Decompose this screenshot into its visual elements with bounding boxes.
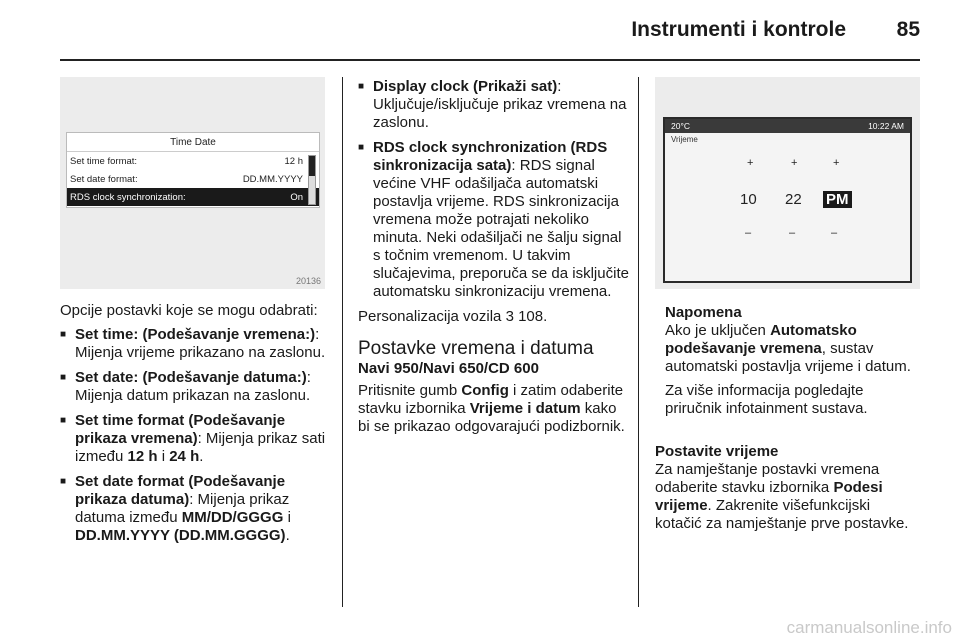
- minute-value: 22: [785, 191, 802, 208]
- column-2-text: [358, 78, 630, 442]
- list-item: ■ Display clock (Prikaži sat): Uključuje/isključuje prikaz vremena na zaslonu.: [358, 78, 630, 132]
- clock-screen: [663, 117, 912, 283]
- list-item: ■ Set date: (Podešavanje datuma:): Mijenja datum prikazan na zaslonu.: [60, 369, 335, 405]
- row-label: Set date format:: [70, 174, 138, 185]
- ampm-plus-icon: +: [833, 157, 840, 169]
- minute-minus-icon: –: [789, 227, 796, 239]
- options-list: [60, 326, 335, 545]
- minute-plus-icon: +: [791, 157, 798, 169]
- row-label: Set time format:: [70, 156, 138, 167]
- hour-plus-icon: +: [747, 157, 754, 169]
- status-bar: [665, 119, 910, 133]
- set-time-title: Postavite vrijeme: [655, 443, 779, 460]
- list-item: ■ RDS clock synchronization (RDS sinkronizacija sata): RDS signal većine VHF odašiljača automatski postavlja vrijeme. RDS sinkronizacija vremena može potrajati nekoliko minuta. Neki odašiljači ne šalju signal s točnim vremenom. U takvim slučajevima, preporuča se da isključite automatsku sinkronizaciju vremena.: [358, 139, 630, 301]
- time-date-screen: [66, 132, 320, 208]
- screen-row-date-format: [67, 170, 319, 188]
- list-item: ■ Set date format (Podešavanje prikaza datuma): Mijenja prikaz datuma između MM/DD/GGGG i DD.MM.YYYY (DD.MM.GGGG).: [60, 473, 335, 545]
- temperature: 20°C: [671, 121, 690, 131]
- intro-text: Opcije postavki koje se mogu odabrati:: [60, 302, 318, 319]
- figure-time-date-screen: [60, 77, 325, 289]
- figure-code: 20136: [295, 276, 321, 286]
- set-time-section: [655, 443, 920, 539]
- screen-title: Time Date: [67, 133, 319, 152]
- screen-row-rds-sync: [67, 188, 319, 206]
- options-list-continued: [358, 78, 630, 301]
- ampm-minus-icon: –: [831, 227, 838, 239]
- watermark: carmanualsonline.info: [786, 618, 952, 637]
- list-item: ■ Set time format (Podešavanje prikaza vremena): Mijenja prikaz sati između 12 h i 24 h.: [60, 412, 335, 466]
- figure-clock-screen: [655, 77, 920, 289]
- header-rule: [60, 59, 920, 61]
- section-title: Postavke vremena i datuma: [358, 338, 594, 359]
- scrollbar: [308, 155, 316, 205]
- column-divider-1: [342, 77, 343, 607]
- list-item: ■ Set time: (Podešavanje vremena:): Mijenja vrijeme prikazano na zaslonu.: [60, 326, 335, 362]
- row-value: 12 h: [284, 156, 303, 167]
- screen-row-time-format: [67, 152, 319, 170]
- column-1-text: [60, 302, 335, 552]
- set-time-text: Za namještanje postavki vremena odaberite stavku izbornika Podesi vrijeme. Zakrenite višefunkcijski kotačić za namještanje prve postavke.: [655, 461, 909, 532]
- hour-value: 10: [740, 191, 757, 208]
- note-title: Napomena: [665, 304, 742, 321]
- subsection-title: Navi 950/Navi 650/CD 600: [358, 360, 539, 377]
- row-value: DD.MM.YYYY: [242, 174, 303, 185]
- ampm-value: PM: [823, 191, 852, 208]
- page-header-title: Instrumenti i kontrole: [631, 18, 846, 41]
- note-text: Ako je uključen Automatsko podešavanje vremena, sustav automatski postavlja vrijeme i datum.: [665, 322, 911, 375]
- row-value: On: [290, 192, 303, 203]
- hour-minus-icon: –: [745, 227, 752, 239]
- column-divider-2: [638, 77, 639, 607]
- page-ref-arrow-icon: 3: [505, 308, 514, 325]
- note-box: [665, 304, 915, 424]
- row-label: RDS clock synchronization:: [70, 192, 186, 203]
- clock-time: 10:22 AM: [868, 121, 904, 131]
- note-text-2: Za više informacija pogledajte priručnik infotainment sustava.: [665, 382, 868, 417]
- config-instruction: Pritisnite gumb Config i zatim odaberite stavku izbornika Vrijeme i datum kako bi se prikazao odgovarajući podizbornik.: [358, 382, 625, 435]
- screen-label: Vrijeme: [671, 135, 698, 144]
- personalization-ref: Personalizacija vozila 3 108.: [358, 308, 548, 325]
- page-number: 85: [896, 18, 920, 41]
